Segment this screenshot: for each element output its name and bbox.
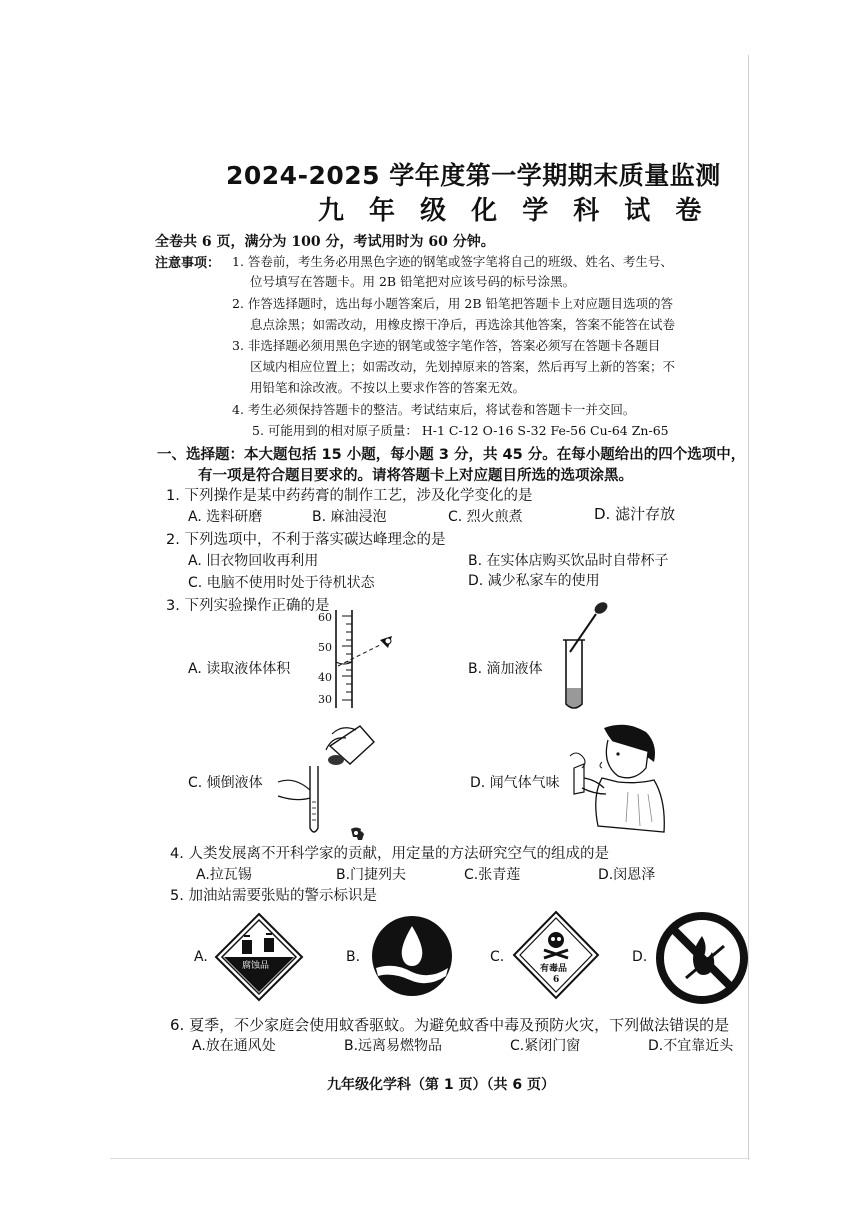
note-5: 5. 可能用到的相对原子质量： H-1 C-12 O-16 S-32 Fe-56 Cu-64 Zn-65 bbox=[252, 423, 669, 438]
no-fire-sign-icon bbox=[656, 912, 748, 1004]
q5-option-b: B. bbox=[346, 949, 361, 965]
q5-option-d: D. bbox=[632, 949, 648, 965]
q5-option-a: A. bbox=[194, 949, 208, 965]
q6-option-c: C.紧闭门窗 bbox=[510, 1038, 581, 1054]
q5-option-c: C. bbox=[490, 949, 505, 965]
q1-option-d: D. 滤汁存放 bbox=[594, 505, 676, 523]
q6-option-b: B.远离易燃物品 bbox=[344, 1038, 443, 1054]
q4-option-c: C.张青莲 bbox=[464, 867, 521, 883]
note-1b: 位号填写在答题卡。用 2B 铅笔把对应该号码的标号涂黑。 bbox=[250, 274, 576, 289]
ink-mark bbox=[349, 827, 363, 839]
dropper-test-tube-figure bbox=[556, 600, 616, 714]
q6-option-d: D.不宜靠近头 bbox=[648, 1038, 734, 1054]
water-drop-sign-icon bbox=[370, 914, 454, 998]
toxic-sign-icon bbox=[512, 910, 600, 1000]
q6-option-a: A.放在通风处 bbox=[192, 1038, 276, 1054]
q4-option-d: D.闵恩泽 bbox=[598, 867, 656, 883]
note-2b: 息点涂黑；如需改动，用橡皮擦干净后，再选涂其他答案，答案不能答在试卷 bbox=[250, 317, 676, 332]
pouring-liquid-figure bbox=[270, 716, 380, 840]
corrosive-sign-label: 腐蚀品 bbox=[242, 961, 270, 971]
note-1a: 1. 答卷前，考生务必用黑色字迹的钢笔或签字笔将自己的班级、姓名、考生号、 bbox=[232, 254, 673, 269]
q1-stem: 1. 下列操作是某中药药膏的制作工艺，涉及化学变化的是 bbox=[166, 488, 533, 504]
note-4: 4. 考生必须保持答题卡的整洁。考试结束后，将试卷和答题卡一并交回。 bbox=[232, 402, 636, 417]
note-2a: 2. 作答选择题时，选出每小题答案后，用 2B 铅笔把答题卡上对应题目选项的答 bbox=[232, 296, 673, 311]
q1-option-c: C. 烈火煎煮 bbox=[448, 509, 523, 525]
notes-label: 注意事项： bbox=[155, 256, 221, 271]
q5-stem: 5. 加油站需要张贴的警示标识是 bbox=[170, 888, 377, 904]
page-footer: 九年级化学科（第 1 页）（共 6 页） bbox=[327, 1077, 555, 1093]
q2-stem: 2. 下列选项中，不利于落实碳达峰理念的是 bbox=[166, 532, 446, 548]
q4-stem: 4. 人类发展离不开科学家的贡献，用定量的方法研究空气的组成的是 bbox=[170, 846, 609, 862]
exam-title: 2024-2025 学年度第一学期期末质量监测 bbox=[226, 161, 721, 190]
corrosive-sign-icon bbox=[214, 912, 304, 1002]
note-3b: 区域内相应位置上；如需改动，先划掉原来的答案，然后再写上新的答案；不 bbox=[250, 359, 676, 374]
q3-option-d: D. 闻气体气味 bbox=[470, 775, 560, 791]
q3-option-b: B. 滴加液体 bbox=[468, 661, 543, 677]
q3-stem: 3. 下列实验操作正确的是 bbox=[166, 598, 330, 614]
q2-option-c: C. 电脑不使用时处于待机状态 bbox=[188, 575, 375, 591]
smelling-gas-figure bbox=[568, 722, 676, 840]
q2-option-b: B. 在实体店购买饮品时自带杯子 bbox=[468, 553, 669, 569]
q1-option-a: A. 选料研磨 bbox=[188, 509, 263, 525]
q2-option-a: A. 旧衣物回收再利用 bbox=[188, 553, 319, 569]
q4-option-b: B.门捷列夫 bbox=[336, 867, 407, 883]
section-1-line2: 有一项是符合题目要求的。请将答题卡上对应题目所选的选项涂黑。 bbox=[198, 468, 633, 484]
q3-option-c: C. 倾倒液体 bbox=[188, 775, 263, 791]
tick-label-30: 30 bbox=[318, 693, 332, 706]
section-1-line1: 一、选择题：本大题包括 15 小题，每小题 3 分，共 45 分。在每小题给出的四个选项中， bbox=[157, 447, 746, 463]
toxic-sign-class: 6 bbox=[553, 975, 560, 985]
tick-label-50: 50 bbox=[318, 641, 332, 654]
q6-stem: 6. 夏季，不少家庭会使用蚊香驱蚊。为避免蚊香中毒及预防火灾，下列做法错误的是 bbox=[170, 1016, 730, 1034]
note-3a: 3. 非选择题必须用黑色字迹的钢笔或签字笔作答，答案必须写在答题卡各题目 bbox=[232, 338, 661, 353]
q1-option-b: B. 麻油浸泡 bbox=[312, 509, 387, 525]
tick-label-60: 60 bbox=[318, 611, 332, 624]
note-3c: 用铅笔和涂改液。不按以上要求作答的答案无效。 bbox=[250, 380, 526, 395]
toxic-sign-label: 有毒品 bbox=[540, 964, 568, 974]
q3-option-a: A. 读取液体体积 bbox=[188, 661, 291, 677]
exam-subtitle: 九 年 级 化 学 科 试 卷 bbox=[318, 196, 710, 226]
tick-label-40: 40 bbox=[318, 671, 332, 684]
q2-option-d: D. 减少私家车的使用 bbox=[468, 573, 600, 589]
exam-info: 全卷共 6 页，满分为 100 分，考试用时为 60 分钟。 bbox=[155, 234, 495, 250]
q4-option-a: A.拉瓦锡 bbox=[196, 867, 252, 883]
